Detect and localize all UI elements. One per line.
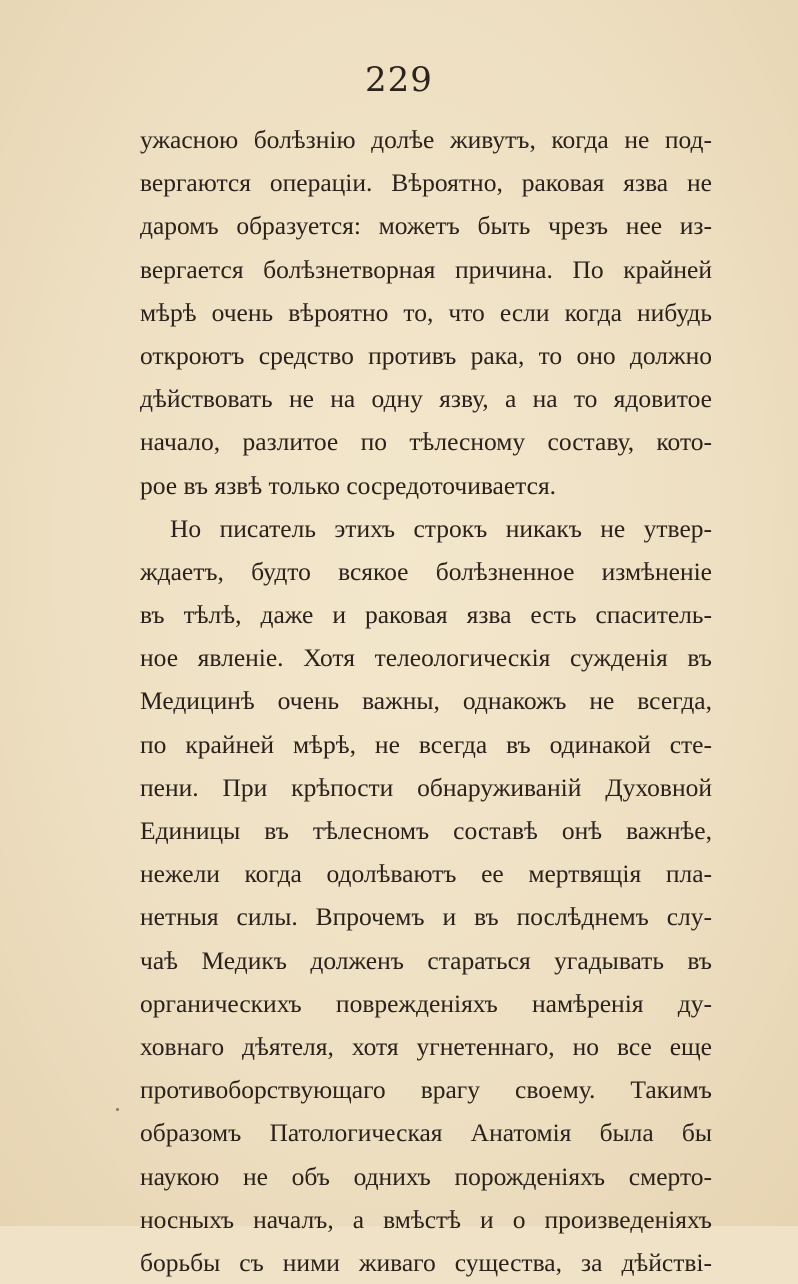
text-line: нежели когда одолѣваютъ ее мертвящія пла- xyxy=(140,859,712,889)
text-line: ховнаго дѣятеля, хотя угнетеннаго, но все еще xyxy=(140,1031,712,1061)
text-line: мѣрѣ очень вѣроятно то, что если когда нибудь xyxy=(140,297,712,327)
text-line: чаѣ Медикъ долженъ стараться угадывать въ xyxy=(140,945,712,975)
text-line: пени. При крѣпости обнаруживаній Духовной xyxy=(140,772,712,802)
text-line: наукою не объ однихъ порожденіяхъ смерто- xyxy=(140,1161,712,1191)
text-line: нетныя силы. Впрочемъ и въ послѣднемъ слу- xyxy=(140,902,712,932)
text-line: носныхъ началъ, а вмѣстѣ и о произведеніяхъ xyxy=(140,1204,712,1234)
text-line: Единицы въ тѣлесномъ составѣ онѣ важнѣе, xyxy=(140,816,712,845)
text-line: борьбы съ ними живаго существа, за дѣйстві- xyxy=(140,1247,712,1277)
text-line: въ тѣлѣ, даже и раковая язва есть спаситель- xyxy=(140,600,712,630)
page-number: 229 xyxy=(365,60,433,100)
text-line: образомъ Патологическая Анатомія была бы xyxy=(140,1118,712,1148)
text-line: начало, разлитое по тѣлесному составу, кото- xyxy=(140,427,712,457)
text-line: ждаетъ, будто всякое болѣзненное измѣненіе xyxy=(140,556,712,586)
text-line: вергается болѣзнетворная причина. По крайней xyxy=(140,254,712,284)
body-text xyxy=(140,118,712,1284)
paper-speck xyxy=(116,1108,119,1111)
text-line: ужасною болѣзнію долѣе живутъ, когда не под- xyxy=(140,125,712,154)
text-line: дѣйствовать не на одну язву, а на то ядовитое xyxy=(140,384,712,414)
text-line: Медицинѣ очень важны, однакожъ не всегда, xyxy=(140,686,712,716)
text-line: по крайней мѣрѣ, не всегда въ одинакой сте- xyxy=(140,729,712,759)
text-line: откроютъ средство противъ рака, то оно должно xyxy=(140,340,712,370)
paragraph-start-line: Но писатель этихъ строкъ никакъ не утвер- xyxy=(170,513,712,543)
text-line: вергаются операціи. Вѣроятно, раковая язва не xyxy=(140,168,712,198)
text-line: даромъ образуется: можетъ быть чрезъ нее из- xyxy=(140,211,712,241)
text-line: рое въ язвѣ только сосредоточивается. xyxy=(140,470,557,500)
text-line: органическихъ поврежденіяхъ намѣренія ду- xyxy=(140,988,712,1018)
text-line: ное явленіе. Хотя телеологическія сужденія въ xyxy=(140,643,712,673)
text-line: противоборствующаго врагу своему. Такимъ xyxy=(140,1075,712,1105)
